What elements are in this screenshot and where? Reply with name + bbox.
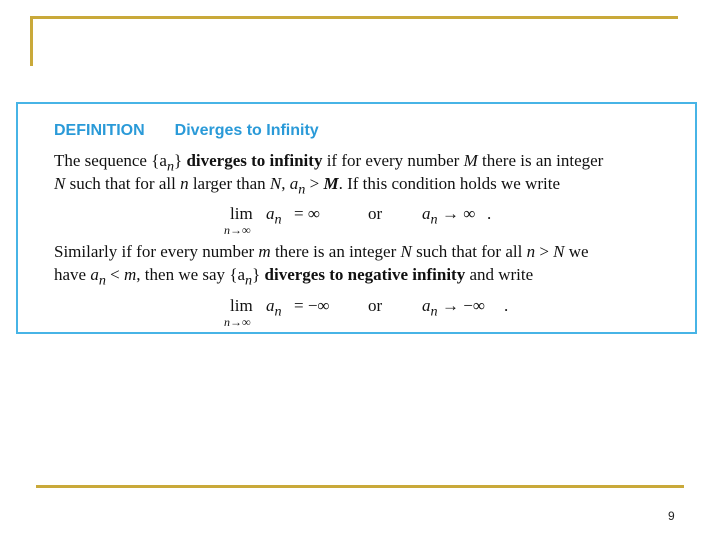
or-word: or [368, 204, 383, 223]
math-var: n [526, 242, 536, 261]
text-span: have [54, 265, 91, 284]
math-sub: n [430, 303, 438, 320]
text-span: , then we say [136, 265, 230, 284]
math-set-close: } [174, 151, 183, 170]
math-op: > [535, 242, 554, 261]
math-op: > [305, 174, 324, 193]
frame-left-rule [30, 16, 33, 66]
bold-term: diverges to infinity [182, 151, 323, 170]
text-span: there is an integer [477, 151, 604, 170]
math-sub: n [274, 303, 282, 320]
display-equation-2 [18, 296, 695, 329]
math-var: a [289, 174, 299, 193]
math-var: a [422, 204, 431, 223]
period: . [504, 296, 509, 315]
lim-subscript: n→∞ [224, 223, 251, 237]
text-span: there is an integer [270, 242, 401, 261]
math-sub: n [274, 211, 282, 228]
math-var: M [323, 174, 339, 193]
lim-operator: lim [230, 204, 253, 223]
math-var: m [258, 242, 271, 261]
frame-top-rule [30, 16, 678, 19]
math-var: N [54, 174, 66, 193]
frame-bottom-rule [36, 485, 684, 488]
math-equals-neg-infinity: = −∞ [294, 296, 330, 315]
math-var: a [266, 204, 275, 223]
math-set-close: } [252, 265, 261, 284]
definition-box [16, 102, 697, 334]
text-span: such that for all [65, 174, 181, 193]
math-sub: n [245, 272, 253, 289]
text-span: , [281, 174, 290, 193]
text-span: and write [465, 265, 534, 284]
text-span: we [564, 242, 589, 261]
display-equation-1 [18, 204, 695, 237]
math-sub: n [298, 181, 306, 198]
math-var: a [266, 296, 275, 315]
definition-heading [54, 122, 319, 140]
math-op: < [105, 265, 125, 284]
math-sub: n [98, 272, 106, 289]
text-span: . If this condition holds we write [338, 174, 561, 193]
text-span: Similarly if for every number [54, 242, 259, 261]
math-set-open: {a [229, 265, 246, 284]
math-var: m [124, 265, 137, 284]
text-span: larger than [188, 174, 270, 193]
text-span: if for every number [322, 151, 464, 170]
math-sub: n [430, 211, 438, 228]
definition-line-3 [54, 242, 589, 262]
math-var: a [422, 296, 431, 315]
math-var: N [269, 174, 282, 193]
lim-subscript: n→∞ [224, 315, 251, 329]
math-var: n [180, 174, 189, 193]
math-var: N [553, 242, 565, 261]
text-span: such that for all [411, 242, 527, 261]
bold-term: diverges to negative infinity [260, 265, 466, 284]
arrow-to-infinity: → ∞ [442, 204, 476, 223]
definition-line-2 [54, 174, 560, 198]
lim-operator: lim [230, 296, 253, 315]
math-var: M [463, 151, 478, 170]
definition-line-1 [54, 151, 603, 175]
text-span: The sequence [54, 151, 152, 170]
or-word: or [368, 296, 383, 315]
definition-line-4 [54, 265, 533, 289]
definition-label: DEFINITION [54, 122, 145, 139]
period: . [487, 204, 492, 223]
math-var: N [400, 242, 412, 261]
math-set-open: {a [151, 151, 167, 170]
math-equals-infinity: = ∞ [294, 204, 320, 223]
math-var: a [90, 265, 99, 284]
page-number: 9 [668, 509, 675, 523]
arrow-to-neg-infinity: → −∞ [442, 296, 485, 315]
definition-title: Diverges to Infinity [174, 122, 319, 139]
math-sub: n [166, 158, 175, 175]
